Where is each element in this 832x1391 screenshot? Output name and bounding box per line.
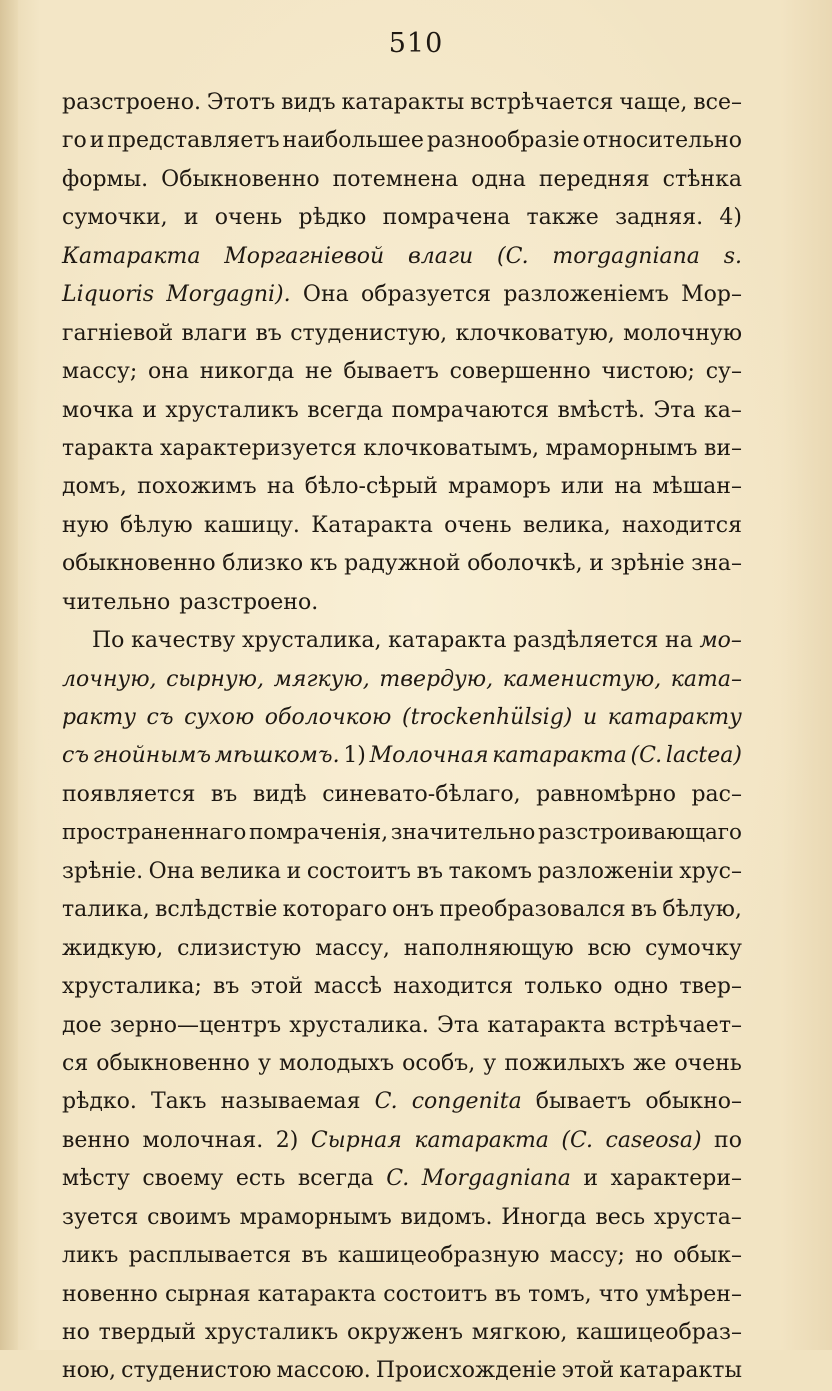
word: съ [62,743,89,769]
word: окруженъ [347,1320,463,1345]
word: массу, [315,935,390,961]
word: массу; [62,359,138,385]
word: своимъ [147,1204,231,1230]
word: разстроено. [62,90,201,115]
word: но [635,1243,664,1269]
word: катаракта [257,1281,377,1307]
word: значительно [390,820,536,846]
text-line [62,392,742,430]
text-line [62,545,742,583]
word: 4) [719,205,742,231]
word: своему [142,1166,224,1192]
word: Morgagni). [166,282,291,308]
word: оболочкѣ, [467,551,583,577]
word: видѣ [252,781,307,807]
word: въ [255,320,282,346]
text-line [62,276,742,314]
word: congenita [411,1089,522,1115]
word: катаракту [607,705,742,730]
word: синевато-бѣлаго, [322,781,521,807]
word: студенистую, [290,320,448,346]
word: сырную, [166,666,265,692]
word: мягкою, [471,1320,568,1345]
word: ликъ [62,1243,119,1269]
text-line [62,661,742,699]
word: ви– [703,435,742,461]
word: катаракта [388,628,507,654]
word: мраморъ [447,474,551,500]
word: влаги [181,320,248,346]
text-line [62,1352,742,1390]
word: жидкую, [62,935,164,961]
word: пожилыхъ [504,1050,626,1076]
text-line [62,968,742,1006]
word: такомъ [448,858,532,884]
word: обык– [673,1243,742,1269]
word: пространеннаго [62,820,247,846]
word: кашицеобраз– [576,1320,742,1345]
word: влаги [407,243,474,269]
word: Liquoris [62,282,154,308]
word: разложеніемъ [503,282,669,308]
word: этой [250,974,303,1000]
text-line [62,84,742,122]
word: (C. [561,1127,594,1153]
word: мо– [699,628,742,654]
word: каменистую, [502,666,662,692]
word: хрусталикъ [204,1320,339,1345]
text-line [62,122,742,160]
word: расплывается [128,1243,292,1269]
word: Иногда [501,1204,587,1230]
word: молочная. [142,1127,264,1153]
word: помрачена [382,205,511,231]
word: дое [62,1012,102,1038]
word: гнойнымъ [92,743,212,769]
word: радужной [344,551,461,577]
word: все– [693,90,742,115]
word: Morgagniana [421,1166,571,1192]
word: и [583,1166,599,1192]
word: образуется [361,282,492,308]
word: ся [62,1050,89,1076]
word: обыкно– [645,1089,742,1115]
text-line [62,507,742,545]
word: въ [630,897,658,923]
word: умѣрен– [645,1281,742,1307]
word: чительно [62,589,171,615]
word: массою. [276,1358,371,1384]
word: и [582,705,598,730]
word: мочка [62,397,134,423]
text-line [62,1237,742,1275]
word: мѣсту [62,1166,130,1192]
word: и [142,397,157,423]
word: Молочная [369,743,489,769]
word: венно [62,1127,130,1153]
word: ною, [62,1358,117,1384]
word: также [526,205,599,231]
word: По [92,628,125,654]
word: въ [494,1281,521,1307]
word: появляется [62,781,196,807]
word: особъ, [402,1050,476,1076]
word: го [62,128,87,154]
word: Такъ [150,1089,207,1115]
word: кашицу. [203,512,300,538]
text-line [62,737,742,775]
word: бываетъ [343,359,439,385]
text-line [62,814,742,852]
word: на [614,474,643,500]
word: зрѣніе [610,551,685,577]
word: слизистую [177,935,302,961]
word: же [633,1050,667,1076]
word: котораго [282,897,387,923]
word: въ [416,858,443,884]
word: состоитъ [383,1281,488,1307]
word: Эта [437,1012,480,1038]
word: разстроивающаго [538,820,742,846]
page-number: 510 [388,28,444,59]
word: сумочки, [62,205,168,231]
word: талика, [62,897,150,923]
text-line [62,891,742,929]
word: Происхожденіе [375,1358,557,1384]
word: есть [235,1166,286,1192]
word: никогда [199,359,295,385]
word: мягкую, [273,666,370,692]
word: домъ, [62,474,127,500]
text-line [62,1199,742,1237]
word: Она [302,282,349,308]
word: и [183,205,199,231]
text-line [62,468,742,506]
page-text [62,84,742,1391]
word: массѣ [313,974,383,1000]
word: молодыхъ [279,1050,395,1076]
word: стѣнка [662,166,742,192]
word: разнообразіе [426,128,580,154]
text-line [62,930,742,968]
word: ката– [670,666,742,692]
word: молочную [623,320,742,346]
word: близко [222,551,304,577]
word: гагніевой [62,320,174,346]
word: катаракты [341,90,465,115]
word: су– [705,359,742,385]
page-gutter [0,0,18,1350]
word: помраченія, [248,820,389,846]
word: Эта [653,397,696,423]
word: кашицеобразную [337,1243,540,1269]
text-line [62,584,742,622]
word: Катаракта [311,512,433,538]
word: катаракта [414,1127,549,1153]
word: въ [213,974,240,1000]
word: сумочку [645,935,742,961]
word: сырная [165,1281,251,1307]
text-line [62,853,742,891]
word: хрусталикъ [165,397,299,423]
word: находится [621,512,742,538]
word: твер– [679,974,742,1000]
word: новенно [62,1281,158,1307]
word: Она [148,858,195,884]
text-line [62,315,742,353]
word: по [714,1127,742,1153]
word: хруста– [653,1204,742,1230]
word: оболочкою [264,705,392,730]
text-line [62,1122,742,1160]
word: Моргагніевой [224,243,385,269]
word: находится [393,974,514,1000]
word: зрѣніе. [62,858,144,884]
word: но [62,1320,90,1345]
word: совершенно [449,359,591,385]
text-line [62,199,742,237]
word: мѣшкомъ. [214,743,340,769]
word: этой [561,1358,615,1384]
word: раздѣляется [513,628,659,654]
word: клочковатую, [455,320,615,346]
word: похожимъ [137,474,257,500]
word: и [89,128,105,154]
word: разстроено. [179,589,319,615]
word: и [286,858,302,884]
word: потемнена [332,166,459,192]
text-line [62,353,742,391]
word: массу; [549,1243,625,1269]
word: бѣлую, [662,897,742,923]
text-line [62,622,742,660]
word: состоитъ [306,858,411,884]
text-line [62,1160,742,1198]
word: вслѣдствіе [154,897,278,923]
word: 1) [343,743,366,769]
text-line [62,1083,742,1121]
word: она [147,359,189,385]
word: велика, [522,512,611,538]
word: не [304,359,333,385]
word: очень [444,512,512,538]
word: мѣшан– [652,474,742,500]
word: клочковатымъ, [363,435,539,461]
word: задняя. [615,205,704,231]
word: Сырная [310,1127,402,1153]
word: хрусталика. [289,1012,429,1038]
word: катаракта [492,743,627,769]
word: очень [674,1050,742,1076]
word: твердый [98,1320,197,1345]
word: передняя [538,166,650,192]
text-line [62,430,742,468]
word: видъ [281,90,336,115]
text-line [62,776,742,814]
word: Этотъ [206,90,276,115]
word: на [266,474,295,500]
word: характеризуется [159,435,357,461]
word: катаракта [487,1012,606,1038]
word: (C. [496,243,529,269]
word: преобразовался [439,897,626,923]
text-line [62,1314,742,1352]
word: хрусталика; [62,974,202,1000]
text-line [62,1045,742,1083]
word: называемая [220,1089,361,1115]
word: формы. [62,166,149,192]
word: у [258,1050,271,1076]
word: caseosa) [605,1127,702,1153]
word: съ [146,705,174,730]
word: всю [587,935,632,961]
word: у [483,1050,497,1076]
text-line [62,1276,742,1314]
word: (trockenhülsig) [401,705,573,730]
word: или [560,474,605,500]
word: въ [301,1243,328,1269]
word: зна– [691,551,742,577]
word: Обыкновенно [161,166,320,192]
word: къ [309,551,338,577]
word: ракту [62,705,136,730]
text-line [62,238,742,276]
word: обыкновенно [62,551,216,577]
text-line [62,699,742,737]
word: видомъ. [400,1204,493,1230]
word: только [524,974,603,1000]
word: всегда [297,1166,374,1192]
word: мраморнымъ [545,435,698,461]
word: относительно [582,128,742,154]
word: бываетъ [535,1089,632,1115]
word: твердую, [379,666,494,692]
word: (C. [630,743,663,769]
text-line [62,161,742,199]
word: всегда [307,397,384,423]
word: 2) [275,1127,299,1153]
text-line [62,1007,742,1045]
word: наибольшее [282,128,424,154]
word: ную [62,512,109,538]
word: C. [386,1166,410,1192]
word: Мор– [681,282,742,308]
word: на [665,628,693,654]
word: s. [723,243,742,269]
word: онъ [392,897,435,923]
word: бѣло-сѣрый [304,474,438,500]
word: лочную, [62,666,157,692]
word: зерно—центръ [110,1012,282,1038]
word: велика [200,858,281,884]
word: томъ, [528,1281,592,1307]
word: представляетъ [107,128,280,154]
word: C. [374,1089,398,1115]
word: зуется [62,1204,139,1230]
word: разложеніи [537,858,674,884]
word: одна [471,166,526,192]
word: рѣдко [298,205,367,231]
word: и [589,551,604,577]
word: бѣлую [120,512,193,538]
word: ка– [704,397,742,423]
word: сухою [184,705,255,730]
word: вмѣстѣ. [557,397,646,423]
word: студенистою [121,1358,272,1384]
word: таракта [62,435,154,461]
word: встрѣчает– [613,1012,742,1038]
word: lactea) [665,743,742,769]
word: катаракты [619,1358,742,1384]
word: въ [210,781,238,807]
word: качеству [131,628,236,654]
word: что [598,1281,639,1307]
word: чистою; [601,359,695,385]
word: хрусталика, [241,628,382,654]
word: равномѣрно [536,781,676,807]
word: характери– [610,1166,742,1192]
word: весь [595,1204,646,1230]
word: рас– [691,781,742,807]
word: morgagniana [552,243,700,269]
word: мраморнымъ [239,1204,392,1230]
word: чаще, [619,90,688,115]
word: хрус– [679,858,742,884]
word: наполняющую [403,935,574,961]
word: помрачаются [391,397,550,423]
word: рѣдко. [62,1089,137,1115]
word: обыкновенно [96,1050,250,1076]
word: встрѣчается [470,90,614,115]
word: Катаракта [62,243,201,269]
word: очень [214,205,283,231]
word: одно [613,974,669,1000]
